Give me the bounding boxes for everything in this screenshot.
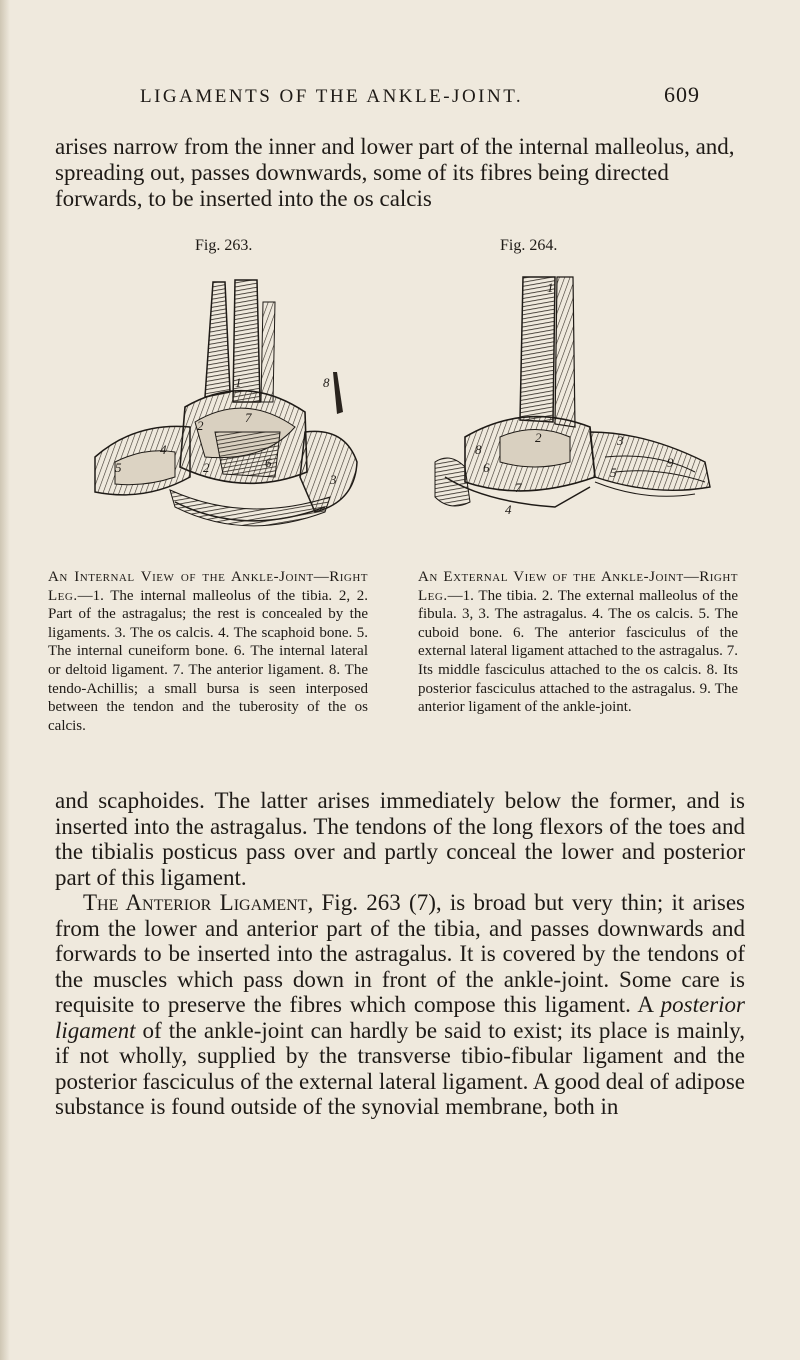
page-header (140, 82, 700, 116)
fig263-num-4: 4 (160, 442, 167, 457)
fig263-num-7: 7 (245, 410, 252, 425)
figure-264-caption-body: —1. The tibia. 2. The external malleolus of the fibula. 3, 3. The astragalus. 4. The os calcis. 5. The cuboid bone. 6. The anterior fasciculus of the external lateral ligament attached to the astragalus. 7. Its middle fasciculus attached to the os calcis. 8. Its posterior fasciculus attached to the astragalus. 9. The anterior ligament of the ankle-joint. (418, 587, 738, 716)
fig264-num-4: 4 (505, 502, 512, 517)
fig263-num-3: 3 (330, 472, 337, 487)
figure-264-illustration (405, 262, 735, 562)
running-title: LIGAMENTS OF THE ANKLE-JOINT. (140, 86, 524, 107)
figure-263-caption (48, 568, 368, 735)
figure-264-caption (418, 568, 738, 717)
figure-263-caption-title: An Internal View of the Ankle-Joint—Right Leg. (48, 569, 368, 604)
fig263-num-2a: 2 (197, 418, 204, 433)
intro-paragraph: arises narrow from the inner and lower part of the internal malleolus, and, spreading out, passes downwards, some of its fibres being directed forwards, to be inserted into the os calcis (55, 134, 735, 211)
fig263-num-5: 5 (115, 460, 122, 475)
fig264-num-5: 5 (610, 465, 617, 480)
posterior-ligament-term: posterior ligament (55, 992, 745, 1043)
page-binding-shadow (0, 0, 10, 1360)
fig263-num-6: 6 (265, 455, 272, 470)
body-paragraph-2-part-b: of the ankle-joint can hardly be said to exist; its place is mainly, if not wholly, supplied by the transverse tibio-fibular ligament and the posterior fasciculus of the external lateral ligament. A good deal of adipose substance is found outside of the synovial membrane, both in (55, 1017, 745, 1119)
ankle-joint (180, 391, 307, 484)
figure-263-caption-body: —1. The internal malleolus of the tibia. 2, 2. Part of the astragalus; the rest is concealed by the ligaments. 3. The os calcis. 4. The scaphoid bone. 5. The internal cuneiform bone. 6. The internal lateral or deltoid ligament. 7. The anterior ligament. 8. The tendo-Achillis; a small bursa is seen interposed between the tendon and the tuberosity of the os calcis. (48, 587, 368, 734)
figure-264-caption-title: An External View of the Ankle-Joint—Right Leg. (418, 569, 738, 604)
fig263-num-2b: 2 (203, 460, 210, 475)
fig264-num-7: 7 (515, 480, 522, 495)
anterior-ligament-heading: The Anterior Ligament, (83, 890, 314, 915)
body-paragraph-2 (55, 890, 745, 1120)
figure-263-label: Fig. 263. (195, 237, 253, 254)
fig264-num-1: 1 (547, 280, 554, 295)
figure-263-illustration (75, 262, 405, 562)
fig263-num-1: 1 (235, 375, 242, 390)
fig264-num-6: 6 (483, 460, 490, 475)
body-paragraph-2-part-a: Fig. 263 (7), is broad but very thin; it arises from the lower and anterior part of the tibia, and passes downwards and forwards to be inserted into the astragalus. It is covered by the tendons of the muscles which pass down in front of the ankle-joint. Some care is requisite to preserve the fibres which compose this ligament. A (55, 890, 745, 1017)
fig264-num-3: 3 (617, 433, 624, 448)
figure-264-label: Fig. 264. (500, 237, 558, 254)
fig264-num-2: 2 (535, 430, 542, 445)
fig263-num-8: 8 (323, 375, 330, 390)
ankle-joint (465, 417, 595, 491)
page-number: 609 (664, 82, 700, 107)
fig264-num-8: 8 (475, 442, 482, 457)
body-text (55, 788, 745, 1120)
leg-bones (520, 277, 575, 427)
body-paragraph-1: and scaphoides. The latter arises immediately below the former, and is inserted into the astragalus. The tendons of the long flexors of the toes and the tibialis posticus pass over and partly conceal the lower and posterior part of this ligament. (55, 788, 745, 890)
fig264-num-9: 9 (667, 455, 674, 470)
